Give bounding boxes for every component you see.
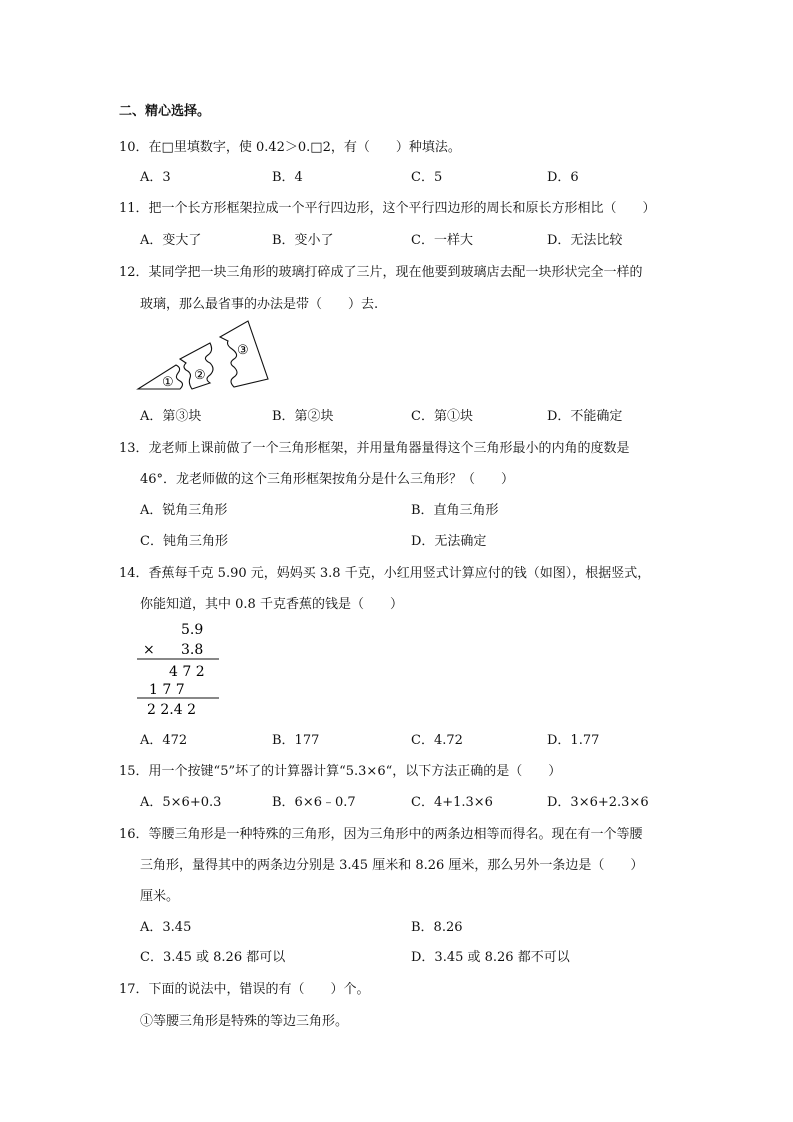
vertical-multiplication: [135, 618, 225, 718]
q16-option-b[interactable]: B．8.26: [411, 920, 463, 935]
broken-glass-figure: [130, 315, 280, 393]
q11-option-c[interactable]: C．一样大: [411, 233, 473, 248]
q10-option-d[interactable]: D．6: [547, 170, 579, 185]
q14-option-a[interactable]: A．472: [140, 733, 188, 748]
q13-option-b[interactable]: B．直角三角形: [411, 503, 499, 518]
q10-option-b[interactable]: B．4: [272, 170, 303, 185]
question-17-stem: 17．下面的说法中，错误的有（ ）个。: [119, 982, 370, 997]
q16-option-c[interactable]: C．3.45 或 8.26 都可以: [140, 950, 286, 965]
calc-partial-product-2: 1 7 7: [149, 682, 185, 698]
q15-option-a[interactable]: A．5×6+0.3: [140, 795, 222, 810]
question-13-stem-line2: 46°．龙老师做的这个三角形框架按角分是什么三角形？（ ）: [140, 472, 515, 487]
section-title: 二、精心选择。: [119, 104, 211, 119]
question-11-stem: 11．把一个长方形框架拉成一个平行四边形，这个平行四边形的周长和原长方形相比（ ）: [119, 201, 656, 216]
q13-option-c[interactable]: C．钝角三角形: [140, 534, 228, 549]
q12-option-b[interactable]: B．第②块: [272, 409, 334, 424]
q13-option-d[interactable]: D．无法确定: [411, 534, 487, 549]
calc-result: 2 2.4 2: [147, 702, 196, 718]
question-14-stem-line1: 14．香蕉每千克 5.90 元，妈妈买 3.8 千克，小红用竖式计算应付的钱（如图），根据竖式，: [119, 566, 651, 581]
q16-option-a[interactable]: A．3.45: [140, 920, 192, 935]
glass-label-1: ①: [162, 375, 174, 390]
calc-partial-product-1: 4 7 2: [169, 664, 205, 680]
q12-option-c[interactable]: C．第①块: [411, 409, 473, 424]
question-12-stem-line2: 玻璃，那么最省事的办法是带（ ）去.: [140, 297, 379, 312]
question-13-stem-line1: 13．龙老师上课前做了一个三角形框架，并用量角器量得这个三角形最小的内角的度数是: [119, 441, 630, 456]
q14-option-b[interactable]: B．177: [272, 733, 320, 748]
q15-option-b[interactable]: B．6×6﹣0.7: [272, 795, 356, 810]
q15-option-d[interactable]: D．3×6+2.3×6: [547, 795, 649, 810]
question-16-stem-line2: 三角形，量得其中的两条边分别是 3.45 厘米和 8.26 厘米，那么另外一条边是（ ）: [140, 858, 644, 873]
q11-option-d[interactable]: D．无法比较: [547, 233, 623, 248]
question-15-stem: 15．用一个按键“5”坏了的计算器计算“5.3×6“，以下方法正确的是（ ）: [119, 764, 562, 779]
q11-option-b[interactable]: B．变小了: [272, 233, 334, 248]
calc-times-sign: ×: [143, 642, 155, 658]
question-16-stem-line3: 厘米。: [140, 889, 180, 904]
calc-multiplicand: 5.9: [181, 622, 204, 638]
q14-option-d[interactable]: D．1.77: [547, 733, 600, 748]
glass-piece-1: [138, 365, 183, 389]
question-16-stem-line1: 16．等腰三角形是一种特殊的三角形，因为三角形中的两条边相等而得名。现在有一个等腰: [119, 827, 643, 842]
question-10-stem: 10．在□里填数字，使 0.42＞0.□2，有（ ）种填法。: [119, 140, 461, 155]
question-12-stem-line1: 12．某同学把一块三角形的玻璃打碎成了三片，现在他要到玻璃店去配一块形状完全一样的: [119, 265, 643, 280]
question-14-stem-line2: 你能知道，其中 0.8 千克香蕉的钱是（ ）: [140, 597, 403, 612]
question-17-statement-1: ①等腰三角形是特殊的等边三角形。: [140, 1014, 349, 1029]
q10-option-c[interactable]: C．5: [411, 170, 443, 185]
q16-option-d[interactable]: D．3.45 或 8.26 都不可以: [411, 950, 570, 965]
q10-option-a[interactable]: A．3: [140, 170, 171, 185]
q15-option-c[interactable]: C．4+1.3×6: [411, 795, 493, 810]
glass-label-2: ②: [194, 368, 206, 383]
q14-option-c[interactable]: C．4.72: [411, 733, 463, 748]
q12-option-d[interactable]: D．不能确定: [547, 409, 623, 424]
q13-option-a[interactable]: A．锐角三角形: [140, 503, 228, 518]
q11-option-a[interactable]: A．变大了: [140, 233, 202, 248]
calc-multiplier: 3.8: [181, 642, 204, 658]
q12-option-a[interactable]: A．第③块: [140, 409, 202, 424]
glass-label-3: ③: [237, 343, 249, 358]
